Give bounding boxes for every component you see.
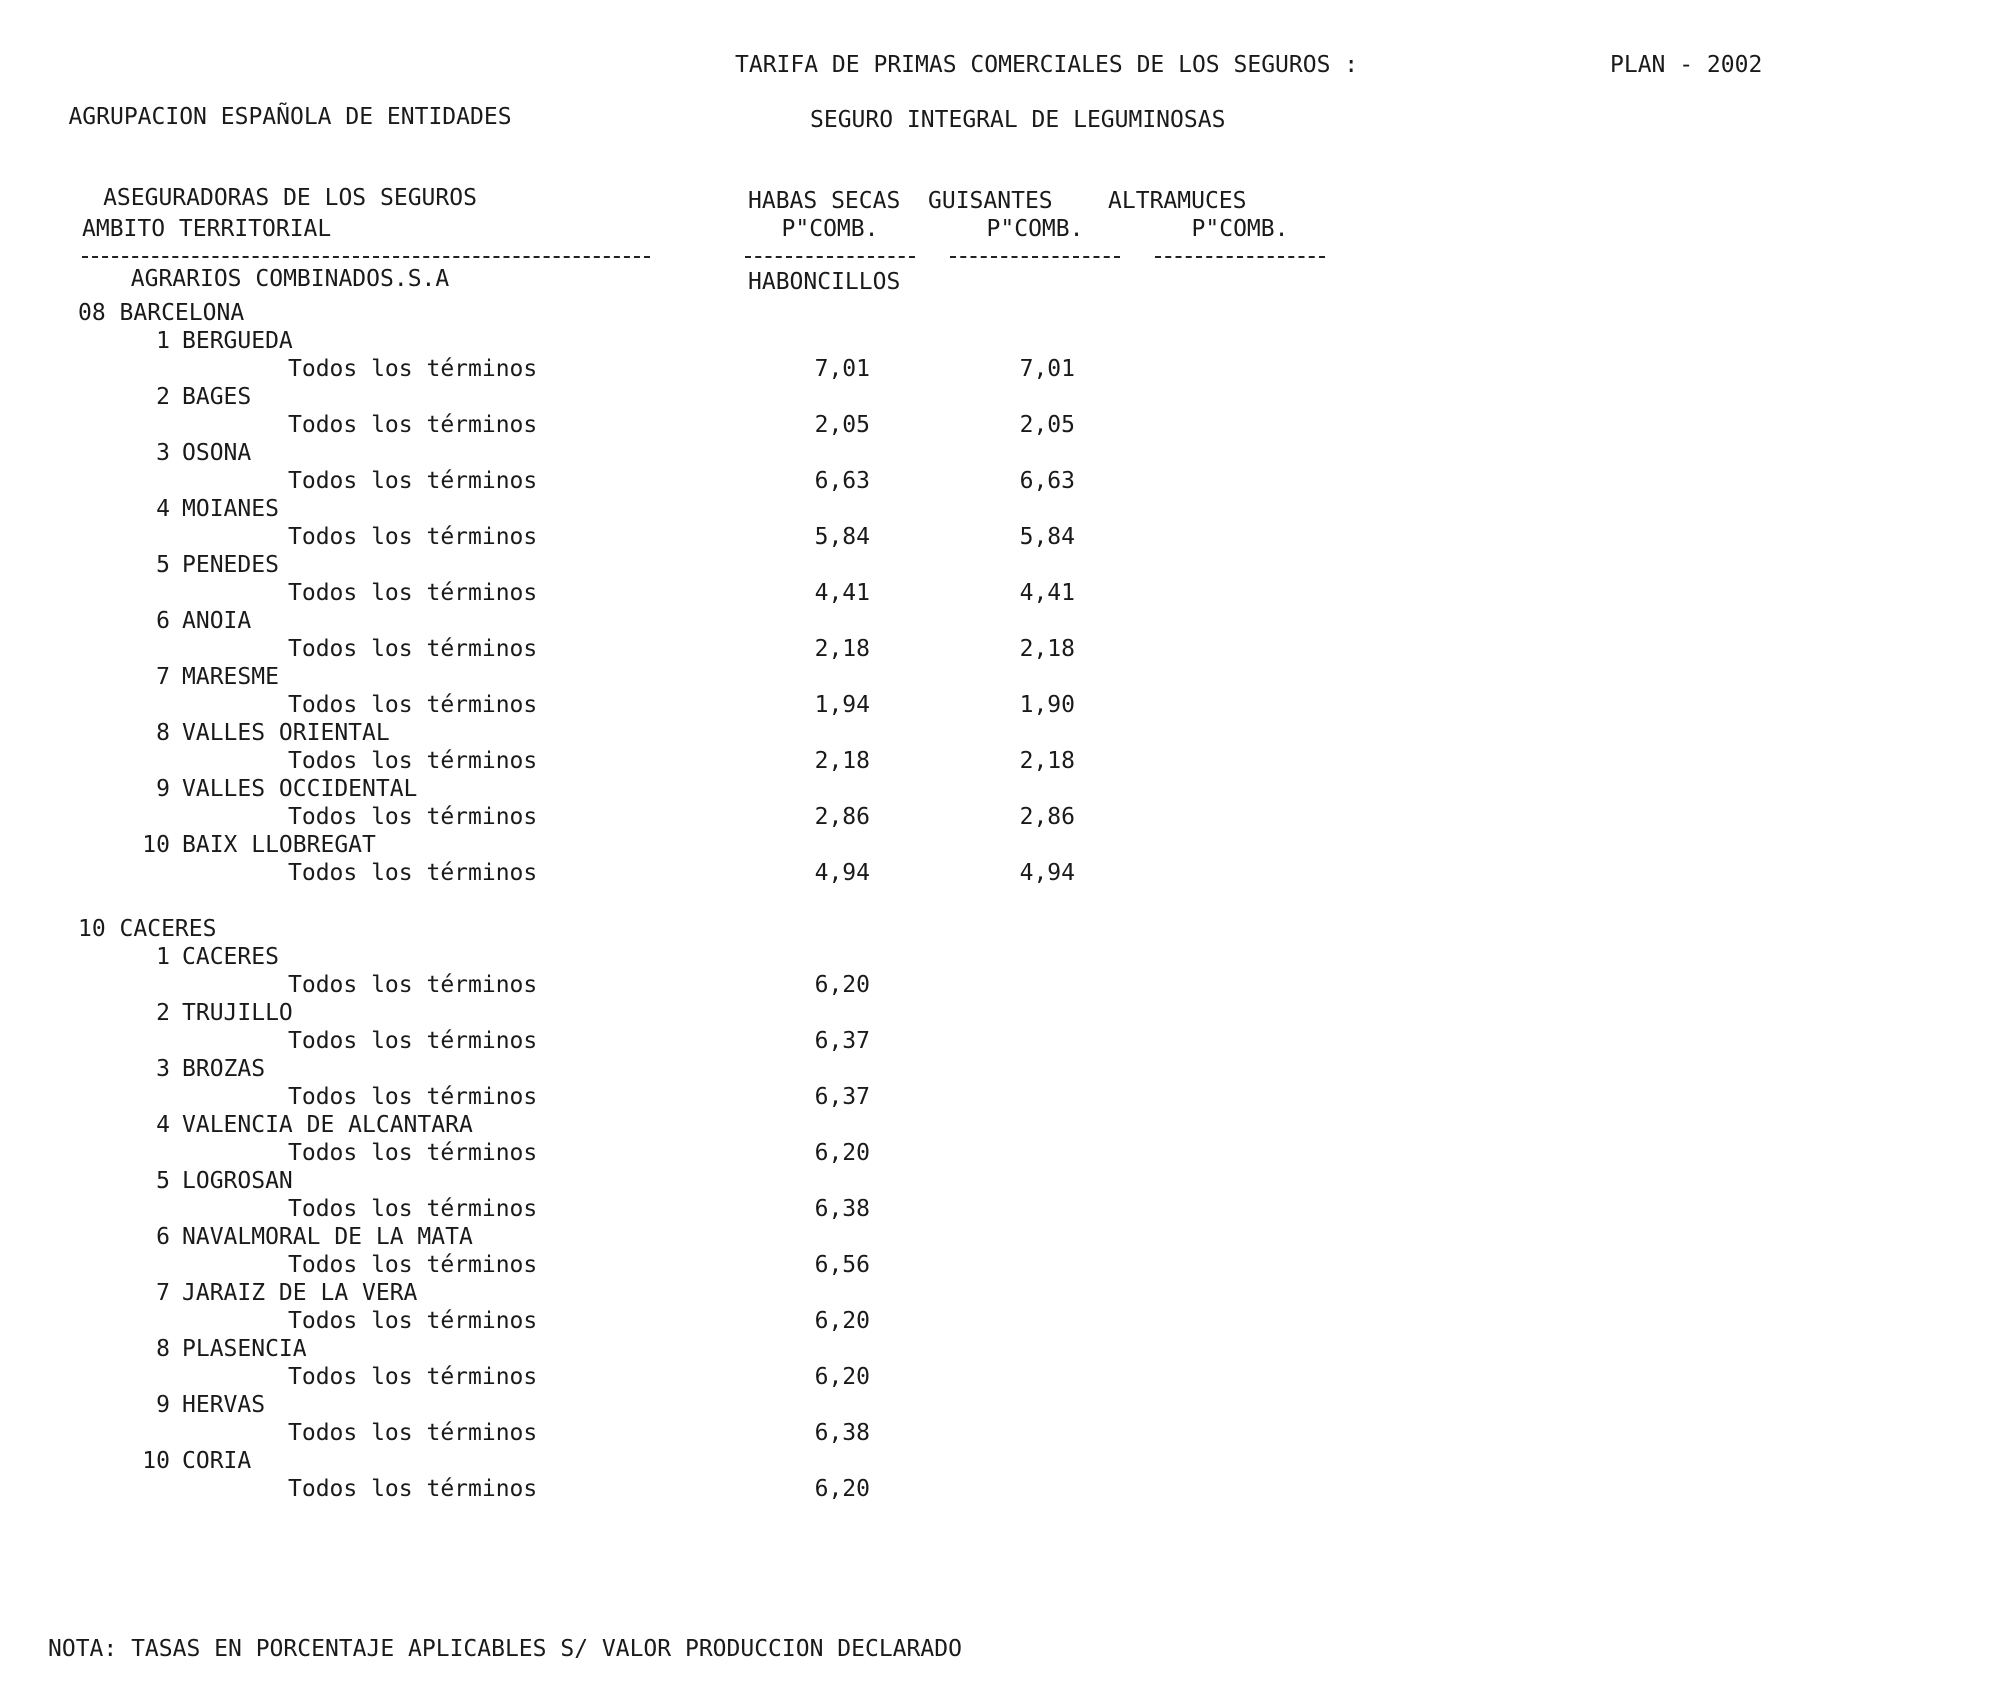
term-label: Todos los términos (288, 1364, 538, 1390)
table-row (0, 1140, 1400, 1168)
value-guisantes: 2,18 (1019, 636, 1075, 662)
term-label: Todos los términos (288, 580, 538, 606)
col-header-altramuces: P"COMB. (1191, 216, 1289, 242)
product-title: SEGURO INTEGRAL DE LEGUMINOSAS (810, 107, 1226, 133)
term-label: Todos los términos (288, 1420, 538, 1446)
table-row (0, 748, 1400, 776)
comarca-number: 10 (142, 1448, 170, 1474)
crop-names-line-2: HABONCILLOS (748, 269, 901, 295)
comarca-name: CACERES (182, 944, 279, 970)
comarca-label (130, 832, 376, 859)
term-label: Todos los términos (288, 636, 538, 662)
comarca-row (0, 384, 1400, 412)
comarca-name: VALENCIA DE ALCANTARA (182, 1112, 473, 1138)
comarca-label (130, 1112, 473, 1139)
comarca-number: 7 (156, 1280, 170, 1306)
comarca-label (130, 944, 279, 971)
comarca-name: VALLES OCCIDENTAL (182, 776, 418, 802)
term-label: Todos los términos (288, 972, 538, 998)
term-label: Todos los términos (288, 1252, 538, 1278)
table-row (0, 804, 1400, 832)
table-row (0, 412, 1400, 440)
value-habas-secas: 6,20 (814, 1364, 870, 1390)
comarca-label (130, 328, 293, 355)
comarca-number: 10 (142, 832, 170, 858)
divider-col-2 (950, 256, 1120, 258)
comarca-name: NAVALMORAL DE LA MATA (182, 1224, 473, 1250)
value-habas-secas: 2,05 (814, 412, 870, 438)
comarca-row (0, 1448, 1400, 1476)
term-label: Todos los términos (288, 468, 538, 494)
comarca-name: MOIANES (182, 496, 279, 522)
value-habas-secas: 6,56 (814, 1252, 870, 1278)
value-habas-secas: 6,20 (814, 1140, 870, 1166)
province-spacer (0, 888, 1400, 916)
table-row (0, 1476, 1400, 1504)
comarca-number: 3 (156, 440, 170, 466)
comarca-label (130, 440, 251, 467)
value-guisantes: 6,63 (1019, 468, 1075, 494)
comarca-name: VALLES ORIENTAL (182, 720, 390, 746)
divider-col-3 (1155, 256, 1325, 258)
value-habas-secas: 1,94 (814, 692, 870, 718)
comarca-name: CORIA (182, 1448, 252, 1474)
table-row (0, 636, 1400, 664)
term-label: Todos los términos (288, 692, 538, 718)
table-row (0, 1252, 1400, 1280)
term-label: Todos los términos (288, 412, 538, 438)
value-guisantes: 5,84 (1019, 524, 1075, 550)
comarca-label (130, 496, 279, 523)
term-label: Todos los términos (288, 1028, 538, 1054)
tariff-table (0, 300, 1400, 1504)
value-habas-secas: 7,01 (814, 356, 870, 382)
comarca-label (130, 608, 251, 635)
value-habas-secas: 2,18 (814, 748, 870, 774)
term-label: Todos los términos (288, 1308, 538, 1334)
comarca-label (130, 1448, 251, 1475)
comarca-label (130, 1000, 293, 1027)
table-row (0, 692, 1400, 720)
org-line-2: ASEGURADORAS DE LOS SEGUROS (103, 185, 477, 211)
value-habas-secas: 6,37 (814, 1084, 870, 1110)
table-row (0, 468, 1400, 496)
term-label: Todos los términos (288, 804, 538, 830)
comarca-name: TRUJILLO (182, 1000, 293, 1026)
comarca-label (130, 384, 251, 411)
term-label: Todos los términos (288, 860, 538, 886)
value-habas-secas: 2,18 (814, 636, 870, 662)
comarca-name: HERVAS (182, 1392, 266, 1418)
comarca-name: PLASENCIA (182, 1336, 307, 1362)
province-heading: 08 BARCELONA (78, 300, 245, 326)
comarca-number: 6 (156, 1224, 170, 1250)
document-title: TARIFA DE PRIMAS COMERCIALES DE LOS SEGUROS : (735, 52, 1359, 78)
comarca-row (0, 1112, 1400, 1140)
plan-label: PLAN - 2002 (1610, 52, 1763, 78)
comarca-row (0, 608, 1400, 636)
comarca-name: MARESME (182, 664, 279, 690)
comarca-label (130, 720, 390, 747)
value-habas-secas: 5,84 (814, 524, 870, 550)
comarca-label (130, 1056, 265, 1083)
value-habas-secas: 6,20 (814, 1308, 870, 1334)
comarca-row (0, 944, 1400, 972)
comarca-number: 1 (156, 328, 170, 354)
value-habas-secas: 6,20 (814, 1476, 870, 1502)
value-guisantes: 2,18 (1019, 748, 1075, 774)
comarca-number: 7 (156, 664, 170, 690)
organization-name (60, 50, 520, 320)
footnote: NOTA: TASAS EN PORCENTAJE APLICABLES S/ VALOR PRODUCCION DECLARADO (48, 1636, 962, 1662)
comarca-label (130, 664, 279, 691)
table-row (0, 1084, 1400, 1112)
crop-names-line-1: HABAS SECAS GUISANTES ALTRAMUCES (748, 188, 1247, 214)
table-row (0, 524, 1400, 552)
table-row (0, 1420, 1400, 1448)
org-line-1: AGRUPACION ESPAÑOLA DE ENTIDADES (68, 104, 512, 130)
comarca-name: BAIX LLOBREGAT (182, 832, 376, 858)
term-label: Todos los términos (288, 748, 538, 774)
comarca-row (0, 440, 1400, 468)
comarca-number: 5 (156, 1168, 170, 1194)
comarca-number: 1 (156, 944, 170, 970)
comarca-row (0, 552, 1400, 580)
org-line-3: AGRARIOS COMBINADOS.S.A (130, 266, 450, 292)
value-guisantes: 1,90 (1019, 692, 1075, 718)
table-row (0, 972, 1400, 1000)
comarca-name: OSONA (182, 440, 252, 466)
value-habas-secas: 6,37 (814, 1028, 870, 1054)
comarca-number: 2 (156, 384, 170, 410)
comarca-name: LOGROSAN (182, 1168, 293, 1194)
comarca-label (130, 1392, 265, 1419)
comarca-row (0, 1000, 1400, 1028)
value-guisantes: 4,41 (1019, 580, 1075, 606)
value-habas-secas: 6,63 (814, 468, 870, 494)
col-header-guisantes: P"COMB. (986, 216, 1084, 242)
comarca-number: 5 (156, 552, 170, 578)
comarca-row (0, 664, 1400, 692)
comarca-number: 9 (156, 1392, 170, 1418)
value-habas-secas: 6,38 (814, 1420, 870, 1446)
value-habas-secas: 6,38 (814, 1196, 870, 1222)
comarca-row (0, 1168, 1400, 1196)
comarca-name: BERGUEDA (182, 328, 293, 354)
col-header-habas: P"COMB. (781, 216, 879, 242)
value-habas-secas: 6,20 (814, 972, 870, 998)
table-row (0, 860, 1400, 888)
comarca-row (0, 720, 1400, 748)
comarca-number: 8 (156, 1336, 170, 1362)
comarca-label (130, 1224, 473, 1251)
comarca-row (0, 1224, 1400, 1252)
comarca-row (0, 1280, 1400, 1308)
table-row (0, 1364, 1400, 1392)
term-label: Todos los términos (288, 524, 538, 550)
comarca-label (130, 776, 417, 803)
comarca-number: 4 (156, 496, 170, 522)
comarca-row (0, 832, 1400, 860)
comarca-name: JARAIZ DE LA VERA (182, 1280, 418, 1306)
table-row (0, 580, 1400, 608)
term-label: Todos los términos (288, 1084, 538, 1110)
table-row (0, 1196, 1400, 1224)
comarca-label (130, 1336, 307, 1363)
divider-ambito (82, 256, 650, 258)
value-guisantes: 2,05 (1019, 412, 1075, 438)
comarca-name: BAGES (182, 384, 252, 410)
value-guisantes: 7,01 (1019, 356, 1075, 382)
comarca-name: ANOIA (182, 608, 252, 634)
value-guisantes: 2,86 (1019, 804, 1075, 830)
value-habas-secas: 4,94 (814, 860, 870, 886)
comarca-name: BROZAS (182, 1056, 266, 1082)
comarca-label (130, 552, 279, 579)
table-row (0, 356, 1400, 384)
table-row (0, 1028, 1400, 1056)
comarca-number: 4 (156, 1112, 170, 1138)
ambito-header: AMBITO TERRITORIAL (82, 216, 332, 242)
table-row (0, 1308, 1400, 1336)
comarca-number: 6 (156, 608, 170, 634)
term-label: Todos los términos (288, 356, 538, 382)
comarca-number: 3 (156, 1056, 170, 1082)
comarca-name: PENEDES (182, 552, 279, 578)
comarca-row (0, 1056, 1400, 1084)
divider-col-1 (745, 256, 915, 258)
term-label: Todos los términos (288, 1140, 538, 1166)
comarca-number: 9 (156, 776, 170, 802)
value-habas-secas: 4,41 (814, 580, 870, 606)
value-guisantes: 4,94 (1019, 860, 1075, 886)
value-habas-secas: 2,86 (814, 804, 870, 830)
comarca-row (0, 1336, 1400, 1364)
comarca-row (0, 328, 1400, 356)
term-label: Todos los términos (288, 1196, 538, 1222)
comarca-label (130, 1168, 293, 1195)
comarca-number: 8 (156, 720, 170, 746)
comarca-row (0, 1392, 1400, 1420)
comarca-label (130, 1280, 417, 1307)
term-label: Todos los términos (288, 1476, 538, 1502)
comarca-row (0, 496, 1400, 524)
comarca-row (0, 776, 1400, 804)
comarca-number: 2 (156, 1000, 170, 1026)
province-heading: 10 CACERES (78, 916, 217, 942)
